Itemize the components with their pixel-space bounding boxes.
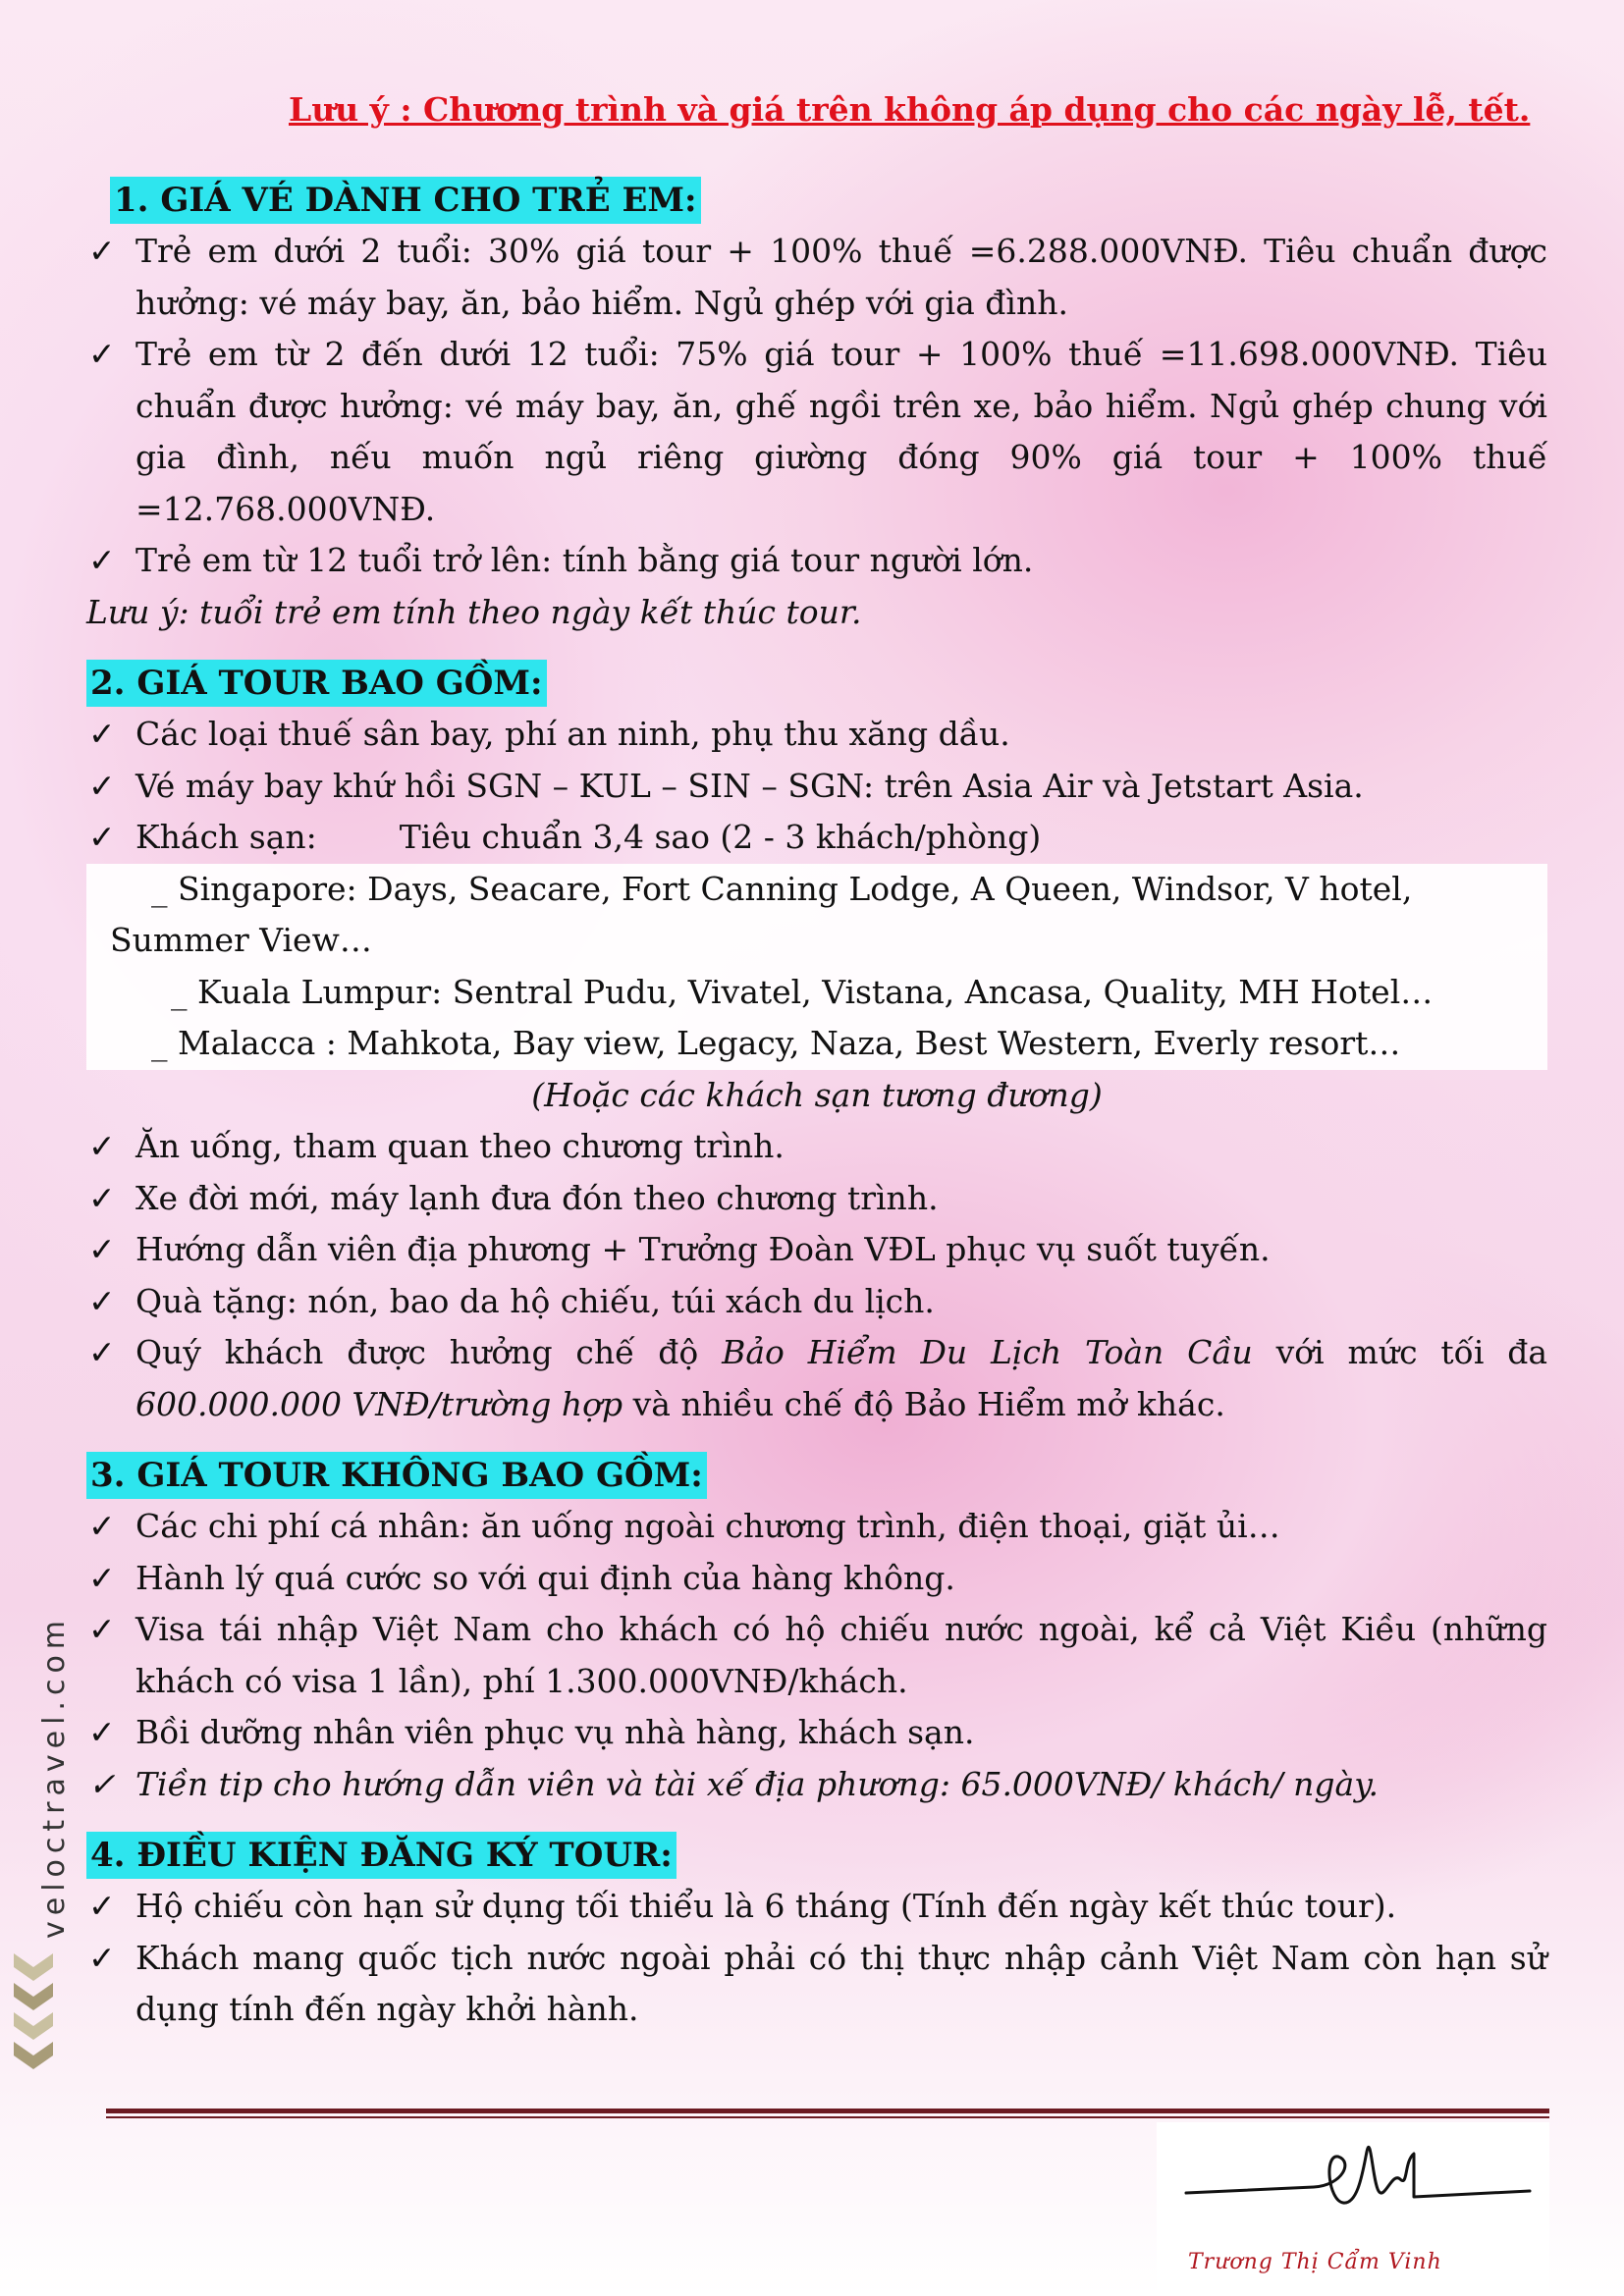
check-icon: ✓ [88,1230,116,1268]
item-text: Hành lý quá cước so với qui định của hàng không. [135,1558,955,1597]
section-heading-children: 1. GIÁ VÉ DÀNH CHO TRẺ EM: [110,177,701,224]
list-item [86,1276,1547,1328]
check-icon: ✓ [88,818,116,856]
section-included [86,658,1547,709]
list-item [86,1933,1547,2036]
hotel-singapore-cont: Summer View… [110,921,372,959]
hotel-malacca: _ Malacca : Mahkota, Bay view, Legacy, Naza, Best Western, Everly resort… [151,1024,1401,1062]
list-item-tip [86,1759,1547,1811]
section-children [86,175,1547,226]
side-website-text: veloctravel.com [37,1614,72,1939]
list-item [86,226,1547,329]
list-item [86,1604,1547,1707]
insurance-suffix: và nhiều chế độ Bảo Hiểm mở khác. [623,1384,1225,1423]
check-icon: ✓ [88,1713,116,1751]
list-item [86,1224,1547,1276]
item-text: Vé máy bay khứ hồi SGN – KUL – SIN – SGN: trên Asia Air và Jetstart Asia. [135,766,1364,805]
item-text: Quà tặng: nón, bao da hộ chiếu, túi xách du lịch. [135,1281,935,1320]
check-icon: ✓ [88,1127,116,1165]
check-icon: ✓ [88,1764,116,1803]
item-text: Trẻ em từ 2 đến dưới 12 tuổi: 75% giá tour + 100% thuế =11.698.000VNĐ. Tiêu chuẩn được hưởng: vé máy bay, ăn, ghế ngồi trên xe, bảo hiểm. Ngủ ghép chung với gia đình, nếu muốn ngủ riêng giường đóng 90% giá tour + 100% thuế =12.768.000VNĐ. [135,335,1547,528]
list-item [86,535,1547,587]
list-item [86,1553,1547,1605]
signature-mark [1157,2122,1549,2250]
item-text: Trẻ em dưới 2 tuổi: 30% giá tour + 100% thuế =6.288.000VNĐ. Tiêu chuẩn được hưởng: vé máy bay, ăn, bảo hiểm. Ngủ ghép với gia đình. [135,232,1547,322]
check-icon: ✓ [88,232,116,270]
item-text: Xe đời mới, máy lạnh đưa đón theo chương trình. [135,1178,939,1217]
item-text: Hướng dẫn viên địa phương + Trưởng Đoàn VĐL phục vụ suốt tuyến. [135,1230,1271,1268]
item-text: Các loại thuế sân bay, phí an ninh, phụ thu xăng dầu. [135,715,1010,753]
item-text: Hộ chiếu còn hạn sử dụng tối thiểu là 6 tháng (Tính đến ngày kết thúc tour). [135,1887,1397,1925]
insurance-prefix: Quý khách được hưởng chế độ [135,1333,723,1371]
section-heading-included: 2. GIÁ TOUR BAO GỒM: [86,660,547,707]
check-icon: ✓ [88,1507,116,1545]
chevron-logo-icon [14,1953,53,2081]
list-item [86,329,1547,535]
children-age-note: Lưu ý: tuổi trẻ em tính theo ngày kết thúc tour. [86,592,862,631]
item-text: Khách mang quốc tịch nước ngoài phải có thị thực nhập cảnh Việt Nam còn hạn sử dụng tính đến ngày khởi hành. [135,1938,1547,2028]
check-icon: ✓ [88,1333,116,1371]
footer-rule-thin [106,2116,1549,2118]
check-icon: ✓ [88,766,116,805]
list-item [86,1881,1547,1933]
check-icon: ✓ [88,541,116,579]
list-item [86,709,1547,761]
check-icon: ✓ [88,1610,116,1648]
list-item-insurance [86,1327,1547,1430]
list-item [86,1173,1547,1225]
section-conditions [86,1830,1547,1881]
list-item [86,1707,1547,1759]
hotel-list [86,864,1547,1070]
top-note: Lưu ý : Chương trình và giá trên không áp dụng cho các ngày lễ, tết. [289,90,1531,129]
check-icon: ✓ [88,1178,116,1217]
insurance-name: Bảo Hiểm Du Lịch Toàn Cầu [722,1333,1253,1371]
hotel-equivalent-note: (Hoặc các khách sạn tương đương) [531,1075,1103,1114]
check-icon: ✓ [88,1281,116,1320]
item-text: Trẻ em từ 12 tuổi trở lên: tính bằng giá tour người lớn. [135,541,1034,579]
check-icon: ✓ [88,715,116,753]
section-excluded [86,1450,1547,1501]
check-icon: ✓ [88,1938,116,1977]
document-content [86,175,1547,2036]
item-text: Ăn uống, tham quan theo chương trình. [135,1127,785,1165]
section-heading-excluded: 3. GIÁ TOUR KHÔNG BAO GỒM: [86,1452,707,1499]
list-item [86,812,1547,864]
list-item [86,761,1547,813]
item-text: Các chi phí cá nhân: ăn uống ngoài chương trình, điện thoại, giặt ủi… [135,1507,1280,1545]
signature-name: Trương Thị Cẩm Vinh [1188,2250,1442,2274]
check-icon: ✓ [88,1887,116,1925]
check-icon: ✓ [88,1558,116,1597]
item-text: Tiền tip cho hướng dẫn viên và tài xế địa phương: 65.000VNĐ/ khách/ ngày. [135,1764,1379,1803]
insurance-amount: 600.000.000 VNĐ/trường hợp [135,1384,623,1423]
insurance-middle: với mức tối đa [1252,1333,1548,1371]
item-text: Bồi dưỡng nhân viên phục vụ nhà hàng, khách sạn. [135,1713,975,1751]
item-text: Khách sạn: Tiêu chuẩn 3,4 sao (2 - 3 khách/phòng) [135,818,1042,856]
check-icon: ✓ [88,335,116,373]
footer-rule [106,2109,1549,2113]
hotel-singapore: _ Singapore: Days, Seacare, Fort Canning Lodge, A Queen, Windsor, V hotel, [151,869,1413,908]
item-text: Visa tái nhập Việt Nam cho khách có hộ chiếu nước ngoài, kể cả Việt Kiều (những khách có visa 1 lần), phí 1.300.000VNĐ/khách. [135,1610,1547,1700]
list-item [86,1501,1547,1553]
hotel-kuala-lumpur: _ Kuala Lumpur: Sentral Pudu, Vivatel, Vistana, Ancasa, Quality, MH Hotel… [171,972,1434,1011]
section-heading-conditions: 4. ĐIỀU KIỆN ĐĂNG KÝ TOUR: [86,1832,677,1879]
list-item [86,1121,1547,1173]
